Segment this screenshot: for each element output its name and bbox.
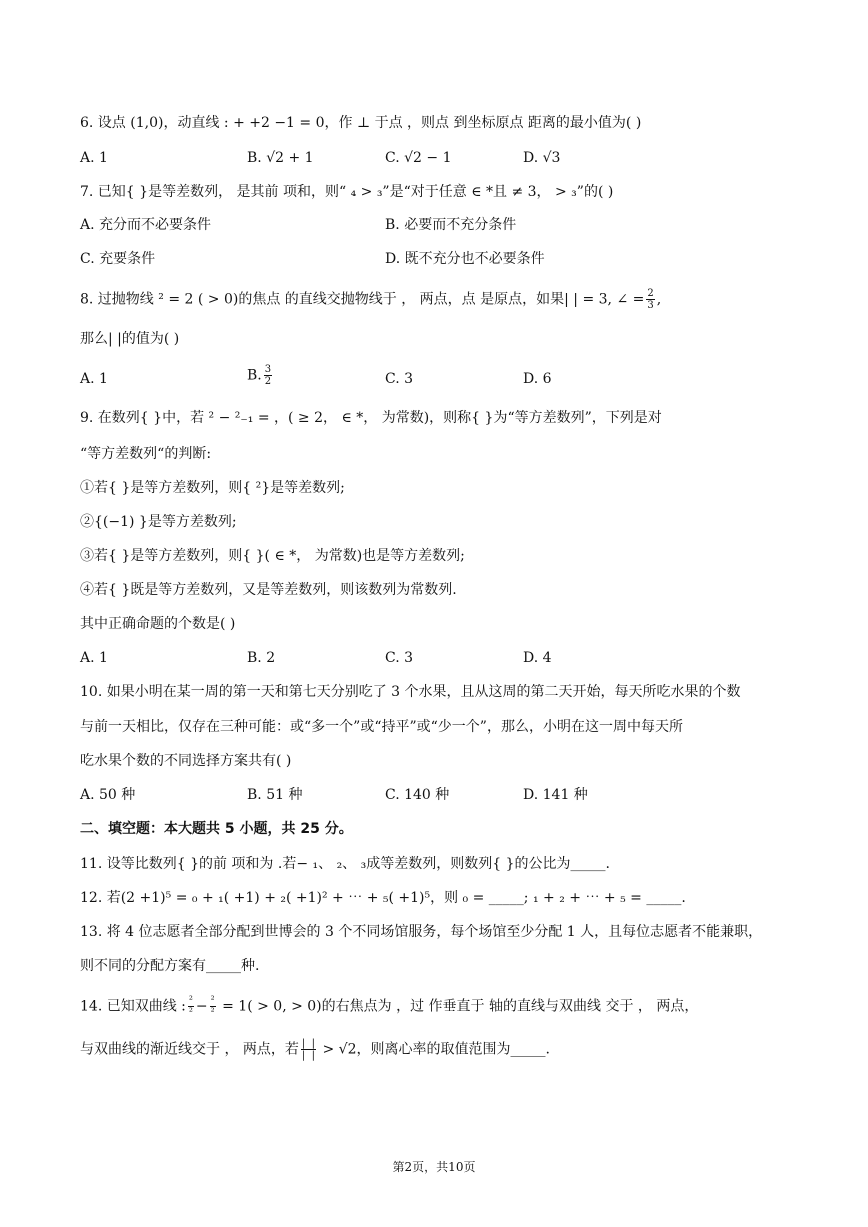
question-14-line1: 14. 已知双曲线 : $\frac{\text{²}}{\text{²}}$ − $\frac{\text{²}}{\text{²}}$ = 1( > 0, > 0)的右焦点为 ，过 作垂直于 轴的直线与双曲线 交于 ， 两点， — [80, 995, 699, 1018]
q8-frac-num: 2 — [647, 288, 654, 299]
q8-fraction — [646, 288, 654, 311]
q8-option-a: A. 1 — [80, 371, 108, 387]
q7-option-a: A. 充分而不必要条件 — [80, 217, 212, 233]
q6-option-a: A. 1 — [80, 150, 108, 166]
q6-option-d: D. √3 — [523, 150, 561, 166]
q8-option-b-num: 3 — [264, 364, 272, 375]
q9-option-d: D. 4 — [523, 650, 552, 666]
question-9-line2: “等方差数列“的判断: — [80, 446, 212, 462]
q14-frac-2: $\frac{\text{²}}{\text{²}}$ — [210, 995, 215, 1018]
q8-option-d: D. 6 — [523, 371, 552, 387]
question-10-line1: 10. 如果小明在某一周的第一天和第七天分别吃了 3 个水果，且从这周的第二天开始，每天所吃水果的个数 — [80, 684, 741, 700]
section-2-heading: 二、填空题：本大题共 5 小题，共 25 分。 — [80, 821, 353, 837]
q8-stem-tail: , — [656, 291, 662, 308]
q8-option-b — [247, 364, 274, 387]
question-13-line1: 13. 将 4 位志愿者全部分配到世博会的 3 个不同场馆服务，每个场馆至少分配 1 人，且每位志愿者不能兼职， — [80, 924, 763, 940]
question-9-ask: 其中正确命题的个数是( ) — [80, 616, 236, 632]
page-footer: 第2页，共10页 — [392, 1160, 476, 1174]
q14-line1-post: = 1( > 0, > 0)的右焦点为 ，过 作垂直于 轴的直线与双曲线 交于 ， 两点， — [217, 998, 699, 1015]
question-6-stem: 6. 设点 (1,0)，动直线 : + +2 −1 = 0，作 ⊥ 于点 ，则点 到坐标原点 距离的最小值为( ) — [80, 115, 642, 131]
q8-frac-den: 3 — [647, 300, 654, 311]
q7-option-b: B. 必要而不充分条件 — [385, 217, 517, 233]
q7-option-d: D. 既不充分也不必要条件 — [385, 251, 545, 267]
q14-abs-ratio: $\frac{| |}{| |}$ — [301, 1038, 316, 1061]
question-10-line2: 与前一天相比，仅存在三种可能：或“多一个”或“持平”或“少一个”，那么，小明在这一周中每天所 — [80, 719, 683, 735]
q6-option-b: B. √2 + 1 — [247, 150, 314, 166]
question-9-stem: 9. 在数列{ }中，若 ² − ²₋₁ = ，( ≥ 2， ∈ *， 为常数)，则称{ }为“等方差数列”，下列是对 — [80, 410, 662, 426]
q9-item-1: ①若{ }是等方差数列，则{ ²}是等差数列; — [80, 480, 345, 496]
question-11: 11. 设等比数列{ }的前 项和为 .若− ₁、 ₂、 ₃成等差数列，则数列{ }的公比为_____. — [80, 856, 610, 872]
q7-option-c: C. 充要条件 — [80, 251, 156, 267]
question-8-line2: 那么| |的值为( ) — [80, 331, 180, 347]
q9-option-b: B. 2 — [247, 650, 276, 666]
q9-item-2: ②{(−1) }是等方差数列; — [80, 514, 237, 530]
question-10-line3: 吃水果个数的不同选择方案共有( ) — [80, 753, 292, 769]
q8-stem-text: 8. 过抛物线 ² = 2 ( > 0)的焦点 的直线交抛物线于 ， 两点，点 是原点，如果| | = 3, ∠ = — [80, 291, 645, 308]
question-7-stem: 7. 已知{ }是等差数列， 是其前 项和，则“ ₄ > ₃”是“对于任意 ∈ *且 ≠ 3， > ₃”的( ) — [80, 184, 614, 200]
question-8-stem — [80, 288, 661, 311]
q9-option-a: A. 1 — [80, 650, 108, 666]
q10-option-a: A. 50 种 — [80, 787, 136, 803]
q10-option-d: D. 141 种 — [523, 787, 588, 803]
q9-item-3: ③若{ }是等方差数列，则{ }( ∈ *， 为常数)也是等方差数列; — [80, 548, 465, 564]
q14-frac-1: $\frac{\text{²}}{\text{²}}$ — [188, 995, 193, 1018]
q8-option-b-fraction — [264, 364, 272, 387]
q10-option-b: B. 51 种 — [247, 787, 303, 803]
q14-line2-pre: 与双曲线的渐近线交于 ， 两点，若 — [80, 1041, 299, 1058]
q8-option-b-label: B. — [247, 367, 262, 384]
question-12: 12. 若(2 +1)⁵ = ₀ + ₁( +1) + ₂( +1)² + ⋯ + ₅( +1)⁵，则 ₀ = _____; ₁ + ₂ + ⋯ + ₅ = _____. — [80, 890, 686, 906]
q6-option-c: C. √2 − 1 — [385, 150, 452, 166]
q9-item-4: ④若{ }既是等方差数列，又是等差数列，则该数列为常数列. — [80, 582, 457, 598]
q8-option-c: C. 3 — [385, 371, 414, 387]
question-13-line2: 则不同的分配方案有_____种. — [80, 958, 260, 974]
q10-option-c: C. 140 种 — [385, 787, 450, 803]
q8-option-b-den: 2 — [264, 376, 272, 387]
q14-line2-post: > √2，则离心率的取值范围为_____. — [318, 1041, 550, 1058]
q14-line1-pre: 14. 已知双曲线 : — [80, 998, 186, 1015]
question-14-line2 — [80, 1038, 550, 1061]
q9-option-c: C. 3 — [385, 650, 414, 666]
